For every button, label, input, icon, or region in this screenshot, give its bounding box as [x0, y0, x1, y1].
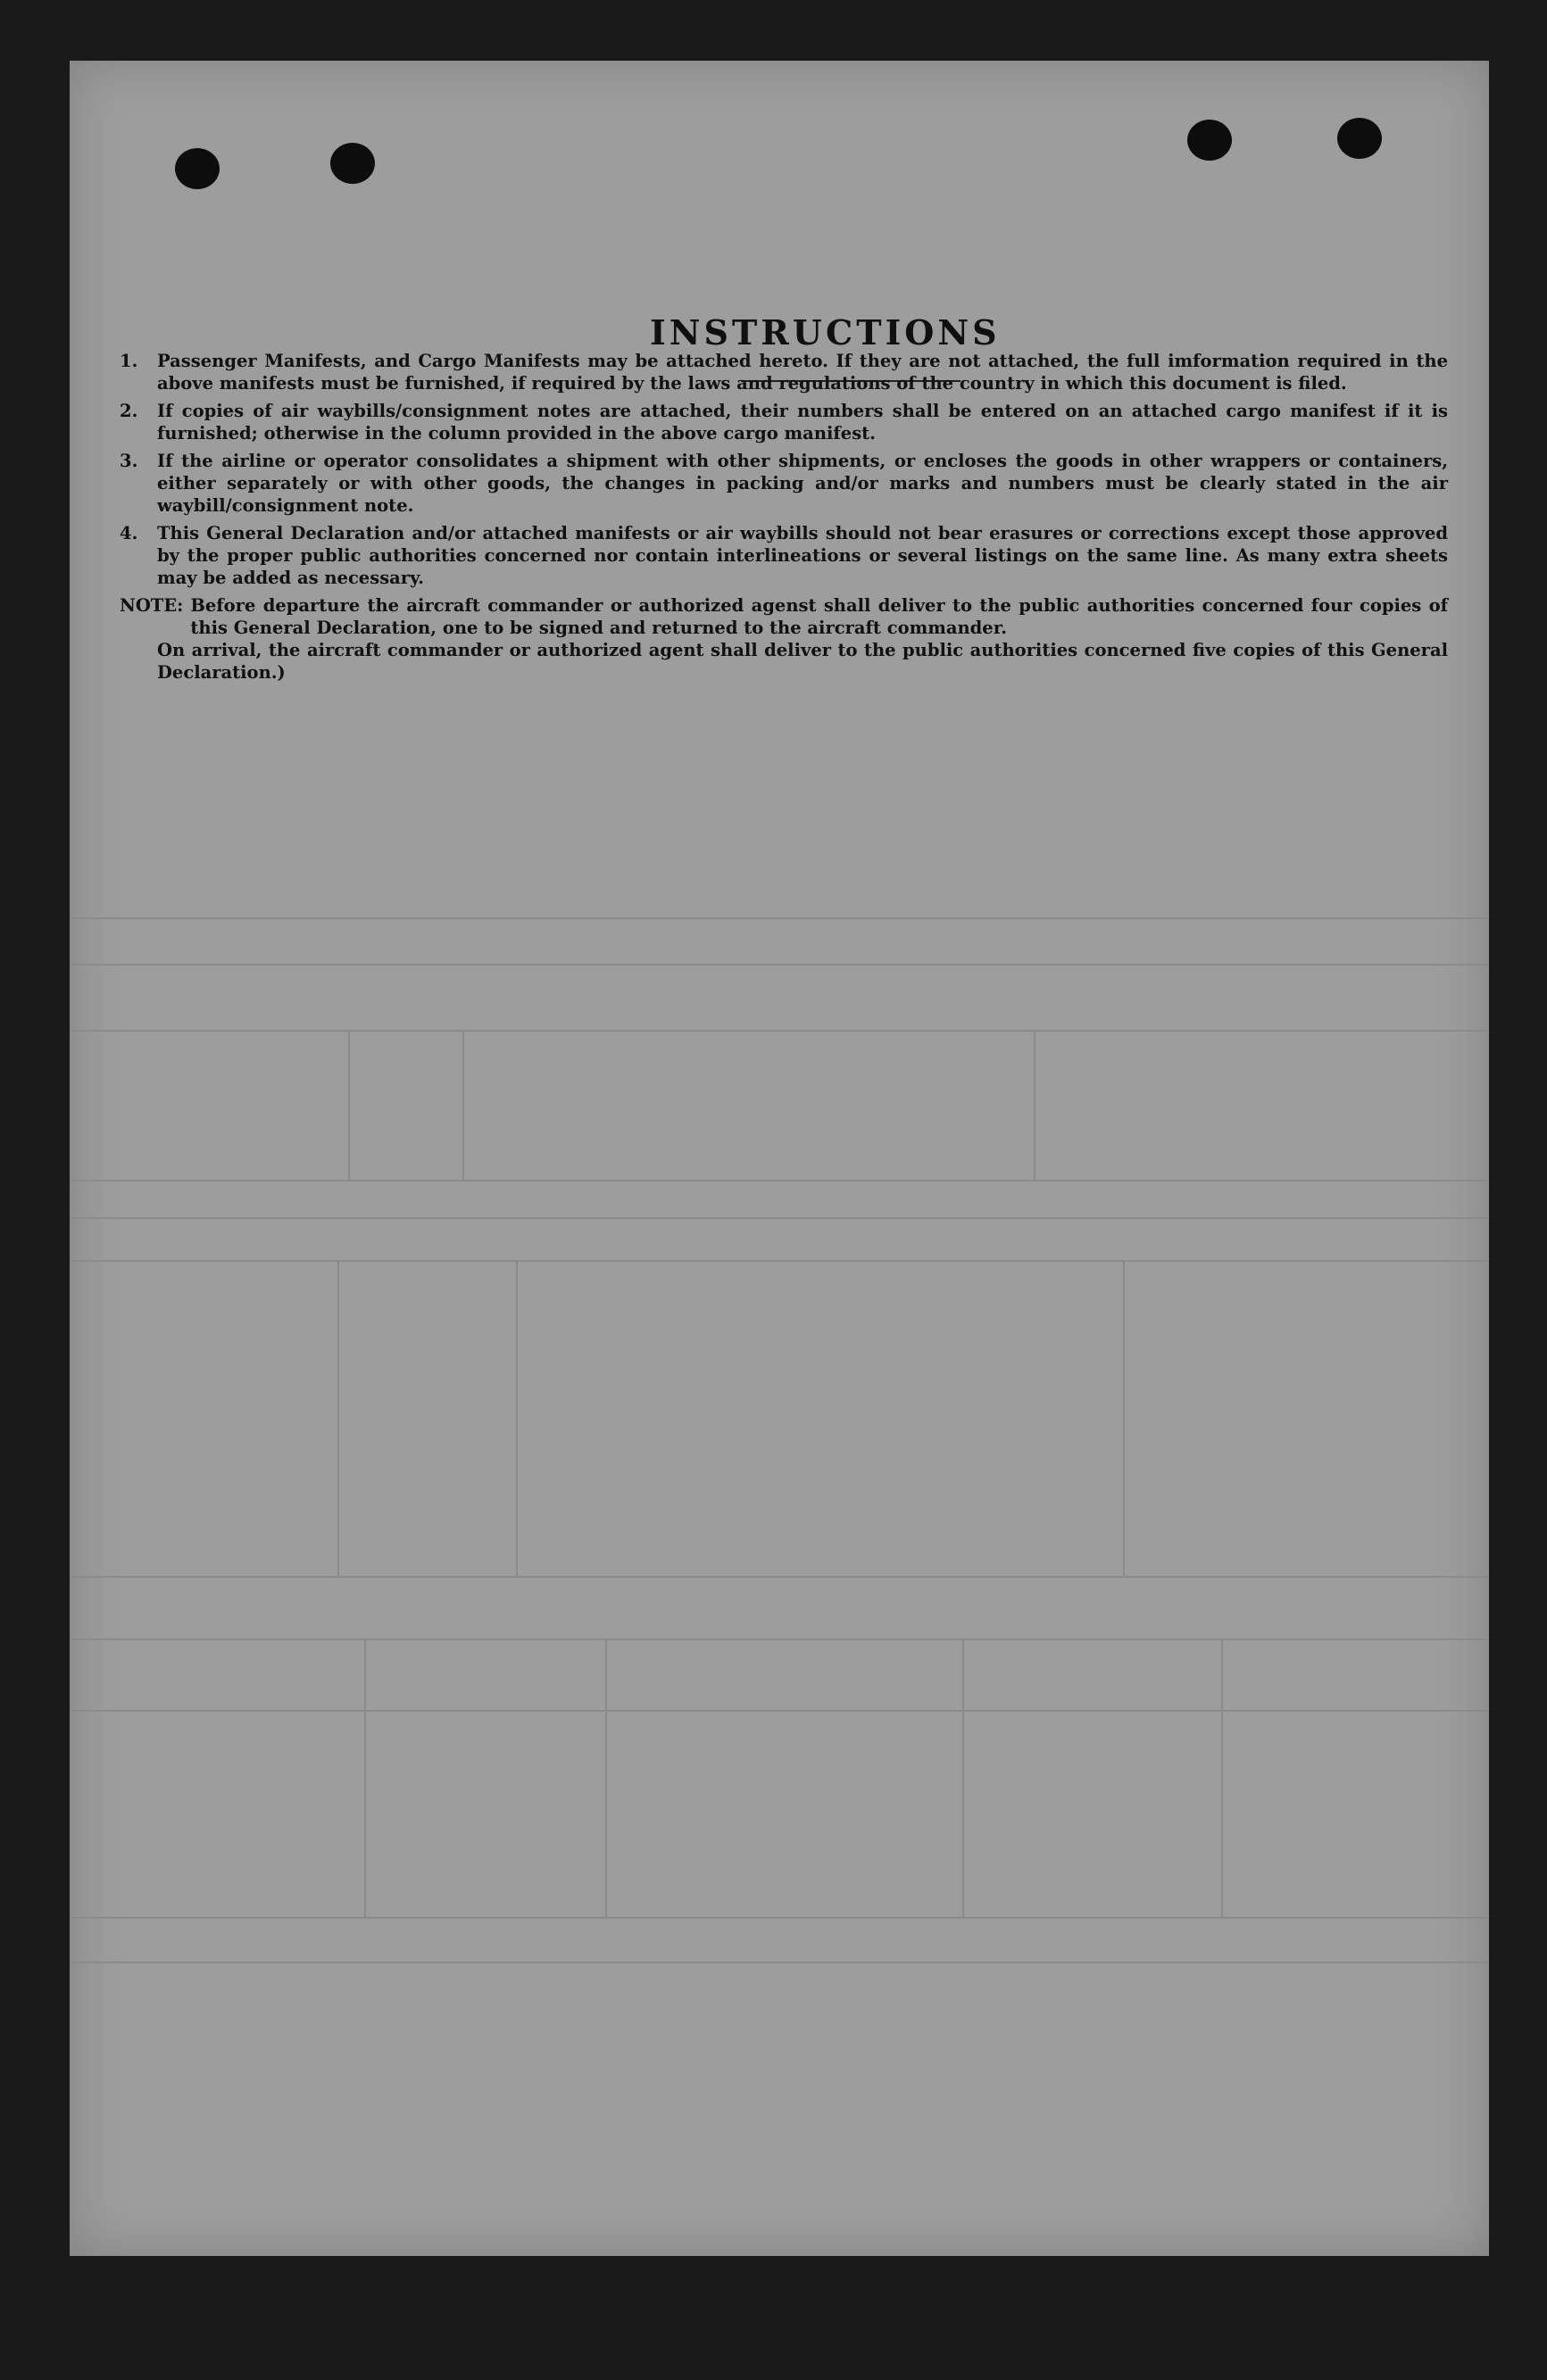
instruction-text: Passenger Manifests, and Cargo Manifests may be attached hereto. If they are not attached, the full imformation required in the above manifests must be furnished, if required by the laws and regulations of the country in which this document is filed.: [157, 351, 1448, 394]
instruction-number: 2.: [120, 401, 138, 421]
bleed-through-rule: [1221, 1638, 1223, 1917]
instruction-text: If the airline or operator consolidates a shipment with other shipments, or encloses the goods in other wrappers or containers, either separately or with other goods, the changes in packing and/or marks and numbers must be clearly stated in the air waybill/consignment note.: [157, 451, 1448, 516]
instruction-number: 4.: [120, 523, 138, 543]
instruction-text: If copies of air waybills/consignment notes are attached, their numbers shall be entered on an attached cargo manifest if it is furnished; otherwise in the column provided in the above cargo manifest.: [157, 401, 1448, 444]
bleed-through-rule: [364, 1638, 366, 1917]
instruction-item: [120, 400, 1448, 444]
bleed-through-rule: [70, 1030, 1489, 1032]
bleed-through-rule: [462, 1030, 464, 1180]
bleed-through-rule: [962, 1638, 964, 1917]
instruction-number: 3.: [120, 451, 138, 471]
bleed-through-rule: [70, 1260, 1489, 1262]
bleed-through-rule: [70, 1638, 1489, 1640]
instruction-item: [120, 522, 1448, 589]
bleed-through-rule: [70, 964, 1489, 966]
note-text: Before departure the aircraft commander or authorized agenst shall deliver to the public authorities concerned four copies of this General Declaration, one to be signed and returned to the aircraft commander.: [190, 595, 1448, 638]
punch-hole: [1337, 118, 1382, 159]
punch-hole: [175, 148, 220, 189]
instruction-text: This General Declaration and/or attached manifests or air waybills should not bear erasures or corrections except those approved by the proper public authorities concerned nor contain interlineations or several listings on the same line. As many extra sheets may be added as necessary.: [157, 523, 1448, 588]
note-arrival-text: On arrival, the aircraft commander or authorized agent shall deliver to the public authorities concerned five copies of this General Declaration.): [157, 640, 1448, 683]
instructions-title: INSTRUCTIONS: [650, 312, 1001, 352]
note-label: NOTE:: [120, 595, 184, 616]
bleed-through-rule: [70, 1180, 1489, 1182]
instructions-list: [120, 350, 1448, 684]
document-sheet: [70, 61, 1489, 2256]
bleed-through-rule: [70, 1217, 1489, 1219]
bleed-through-rule: [70, 1710, 1489, 1712]
bleed-through-rule: [1123, 1260, 1125, 1576]
bleed-through-rule: [348, 1030, 350, 1180]
bleed-through-rule: [70, 1917, 1489, 1919]
bleed-through-rule: [1034, 1030, 1035, 1180]
bleed-through-rule: [605, 1638, 607, 1917]
bleed-through-rule: [516, 1260, 518, 1576]
bleed-through-rule: [70, 1576, 1489, 1578]
bleed-through-rule: [70, 917, 1489, 919]
instruction-number: 1.: [120, 351, 138, 371]
bleed-through-rule: [70, 1961, 1489, 1963]
punch-hole: [330, 143, 375, 184]
punch-hole: [1187, 120, 1232, 161]
instruction-item: [120, 450, 1448, 517]
note-block: [120, 594, 1448, 684]
instruction-item: [120, 350, 1448, 394]
bleed-through-rule: [337, 1260, 339, 1576]
